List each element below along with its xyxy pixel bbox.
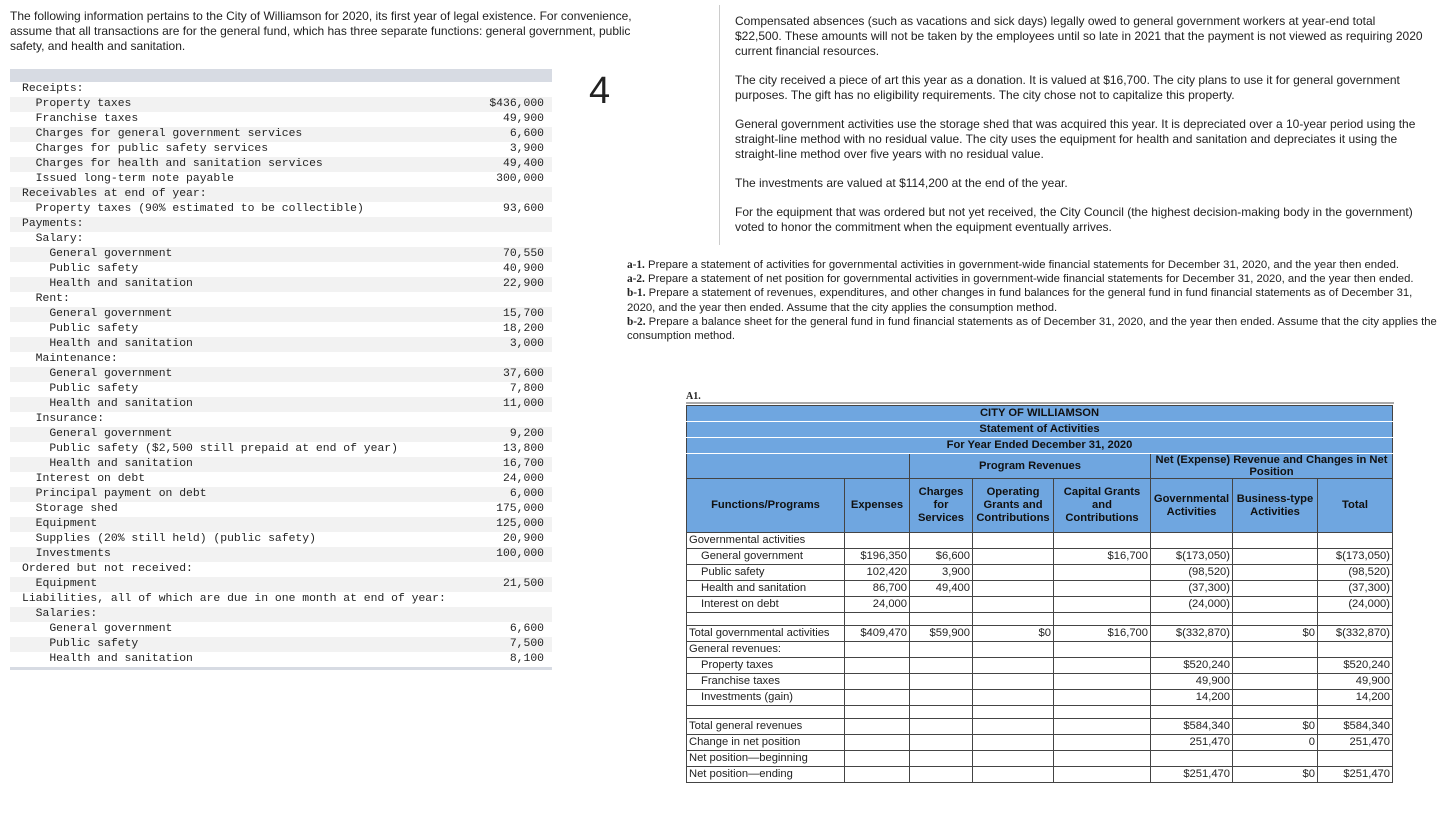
table-cell[interactable] [973, 751, 1054, 767]
requirement-b2: b-2. Prepare a balance sheet for the general fund in fund financial statements as of December 31, 2020, and the year then ended. Assume that the city applies the consumption method. [627, 315, 1437, 343]
table-cell[interactable]: $(332,870) [1318, 626, 1393, 642]
requirements [627, 258, 1439, 343]
requirement-a2: a-2. Prepare a statement of net position for governmental activities in government-wide financial statements for December 31, 2020, and the year then ended. [627, 273, 1414, 286]
col-functions: Functions/Programs [687, 479, 845, 533]
item-label: General government [22, 308, 173, 320]
item-label: Health and sanitation [22, 458, 193, 470]
item-amount: $436,000 [489, 98, 544, 110]
table-cell[interactable]: 49,400 [910, 581, 973, 597]
item-amount: 6,000 [509, 488, 544, 500]
table-cell[interactable]: 14,200 [1151, 690, 1233, 706]
item-amount: 70,550 [502, 248, 544, 260]
table-cell[interactable]: $251,470 [1151, 767, 1233, 783]
list-item [10, 187, 552, 202]
note-compensated-absences: Compensated absences (such as vacations and sick days) legally owed to general government workers at year-end total $22,500. These amounts will not be taken by the employees until so late in 2021 that the payment is not viewed as requiring 2020 current financial resources. [735, 14, 1423, 58]
table-cell[interactable] [973, 533, 1054, 549]
note-investments: The investments are valued at $114,200 at the end of the year. [735, 176, 1068, 190]
list-item [10, 457, 552, 472]
col-governmental: Governmental Activities [1151, 479, 1233, 533]
list-item [10, 652, 552, 667]
list-item [10, 112, 552, 127]
table-cell[interactable] [1318, 642, 1393, 658]
item-label: Charges for public safety services [22, 143, 269, 155]
col-charges: Charges for Services [910, 479, 973, 533]
list-item [10, 142, 552, 157]
table-row [687, 706, 1393, 719]
net-position-header: Net (Expense) Revenue and Changes in Net Position [1151, 454, 1393, 479]
list-item [10, 82, 552, 97]
item-amount: 22,900 [502, 278, 544, 290]
list-item [10, 202, 552, 217]
table-cell[interactable] [1054, 565, 1151, 581]
table-cell[interactable]: $251,470 [1318, 767, 1393, 783]
table-cell[interactable] [973, 690, 1054, 706]
table-cell[interactable] [845, 690, 910, 706]
table-row [687, 658, 1393, 674]
col-operating-grants: Operating Grants and Contributions [973, 479, 1054, 533]
list-item [10, 592, 552, 607]
table-cell[interactable] [845, 613, 910, 626]
table-row [687, 626, 1393, 642]
row-label [687, 613, 845, 626]
item-amount: 7,500 [509, 638, 544, 650]
item-amount: 11,000 [502, 398, 544, 410]
list-item [10, 637, 552, 652]
item-amount: 49,400 [502, 158, 544, 170]
table-cell[interactable] [845, 533, 910, 549]
list-item [10, 322, 552, 337]
item-label: Public safety [22, 323, 139, 335]
item-label: Health and sanitation [22, 278, 193, 290]
table-cell[interactable] [973, 581, 1054, 597]
list-item [10, 367, 552, 382]
table-cell[interactable]: 102,420 [845, 565, 910, 581]
table-cell[interactable]: (24,000) [1318, 597, 1393, 613]
item-amount: 20,900 [502, 533, 544, 545]
table-row [687, 549, 1393, 565]
item-label: Payments: [22, 218, 84, 230]
divider [719, 5, 720, 245]
table-cell[interactable] [845, 706, 910, 719]
row-label: Net position—ending [687, 767, 845, 783]
requirement-b1: b-1. Prepare a statement of revenues, expenditures, and other changes in fund balances for the general fund in fund financial statements as of December 31, 2020, and the year then ended. Assume that the city applies the consumption method. [627, 287, 1413, 314]
table-row [687, 735, 1393, 751]
list-item [10, 382, 552, 397]
table-row [687, 674, 1393, 690]
item-label: Receipts: [22, 83, 84, 95]
row-label: Interest on debt [687, 597, 845, 613]
row-label: General revenues: [687, 642, 845, 658]
table-cell[interactable] [1054, 706, 1151, 719]
table-cell[interactable] [910, 767, 973, 783]
row-label: Investments (gain) [687, 690, 845, 706]
list-item [10, 472, 552, 487]
table-cell[interactable] [845, 719, 910, 735]
table-cell[interactable] [845, 735, 910, 751]
table-cell[interactable] [1151, 642, 1233, 658]
table-cell[interactable] [1151, 533, 1233, 549]
statement-period: For Year Ended December 31, 2020 [687, 438, 1393, 454]
list-item [10, 397, 552, 412]
table-row [687, 751, 1393, 767]
table-cell[interactable] [910, 719, 973, 735]
item-amount: 3,900 [509, 143, 544, 155]
row-label: Net position—beginning [687, 751, 845, 767]
table-cell[interactable] [973, 719, 1054, 735]
item-label: Public safety [22, 263, 139, 275]
col-capital-grants: Capital Grants and Contributions [1054, 479, 1151, 533]
row-label: Franchise taxes [687, 674, 845, 690]
list-item [10, 337, 552, 352]
col-business-type: Business-type Activities [1233, 479, 1318, 533]
item-label: General government [22, 248, 173, 260]
item-label: General government [22, 428, 173, 440]
item-amount: 125,000 [496, 518, 544, 530]
col-expenses: Expenses [845, 479, 910, 533]
item-label: Charges for health and sanitation services [22, 158, 323, 170]
list-item [10, 307, 552, 322]
table-cell[interactable] [910, 597, 973, 613]
table-cell[interactable] [1233, 674, 1318, 690]
table-cell[interactable]: $0 [1233, 719, 1318, 735]
statement-subtitle: Statement of Activities [687, 422, 1393, 438]
row-label [687, 706, 845, 719]
row-label: Property taxes [687, 658, 845, 674]
item-label: Interest on debt [22, 473, 146, 485]
table-cell[interactable]: $6,600 [910, 549, 973, 565]
table-cell[interactable]: $0 [1233, 626, 1318, 642]
item-label: Property taxes [22, 98, 132, 110]
table-cell[interactable] [1054, 581, 1151, 597]
list-item [10, 232, 552, 247]
table-cell[interactable]: (98,520) [1151, 565, 1233, 581]
requirement-a1: a-1. Prepare a statement of activities for governmental activities in government-wide financial statements for December 31, 2020, and the year then ended. [627, 259, 1400, 271]
list-item [10, 247, 552, 262]
item-amount: 15,700 [502, 308, 544, 320]
table-cell[interactable] [973, 735, 1054, 751]
table-cell[interactable] [1233, 751, 1318, 767]
table-cell[interactable] [1233, 690, 1318, 706]
table-cell[interactable]: 0 [1233, 735, 1318, 751]
table-cell[interactable]: 251,470 [1318, 735, 1393, 751]
item-label: Rent: [22, 293, 70, 305]
table-cell[interactable] [910, 751, 973, 767]
table-row [687, 581, 1393, 597]
table-row [687, 613, 1393, 626]
item-amount: 49,900 [502, 113, 544, 125]
list-item [10, 217, 552, 232]
table-cell[interactable] [1318, 533, 1393, 549]
list-item [10, 412, 552, 427]
table-cell[interactable]: 49,900 [1151, 674, 1233, 690]
table-row [687, 597, 1393, 613]
table-cell[interactable] [1233, 613, 1318, 626]
table-cell[interactable]: $409,470 [845, 626, 910, 642]
table-cell[interactable] [910, 642, 973, 658]
table-cell[interactable] [910, 658, 973, 674]
table-cell[interactable] [1233, 533, 1318, 549]
table-cell[interactable] [1318, 613, 1393, 626]
list-item [10, 352, 552, 367]
table-cell[interactable] [1318, 751, 1393, 767]
table-cell[interactable] [910, 690, 973, 706]
item-label: Principal payment on debt [22, 488, 207, 500]
table-cell[interactable] [845, 674, 910, 690]
table-cell[interactable]: (37,300) [1318, 581, 1393, 597]
table-cell[interactable] [1054, 613, 1151, 626]
item-label: Public safety [22, 638, 139, 650]
note-depreciation: General government activities use the storage shed that was acquired this year. It is depreciated over a 10-year period using the straight-line method with no residual value. The city uses the equipment for health and sanitation and depreciates it using the straight-line method over five years with no residual value. [735, 117, 1416, 161]
notes-panel [735, 14, 1425, 235]
list-item [10, 532, 552, 547]
list-item [10, 622, 552, 637]
table-cell[interactable] [973, 767, 1054, 783]
table-cell[interactable] [845, 658, 910, 674]
table-row [687, 719, 1393, 735]
table-cell[interactable] [910, 613, 973, 626]
table-row [687, 533, 1393, 549]
table-row [687, 767, 1393, 783]
row-label: Total governmental activities [687, 626, 845, 642]
table-cell[interactable]: $0 [973, 626, 1054, 642]
item-amount: 300,000 [496, 173, 544, 185]
table-cell[interactable] [1233, 706, 1318, 719]
row-label: Governmental activities [687, 533, 845, 549]
table-cell[interactable] [1233, 642, 1318, 658]
table-cell[interactable] [1151, 751, 1233, 767]
table-cell[interactable] [1233, 549, 1318, 565]
list-item [10, 97, 552, 112]
tab-underline [686, 402, 1394, 404]
item-amount: 3,000 [509, 338, 544, 350]
item-label: Equipment [22, 518, 98, 530]
item-amount: 13,800 [502, 443, 544, 455]
table-cell[interactable] [973, 674, 1054, 690]
list-item [10, 172, 552, 187]
col-total: Total [1318, 479, 1393, 533]
item-amount: 6,600 [509, 128, 544, 140]
list-item [10, 262, 552, 277]
table-cell[interactable] [973, 642, 1054, 658]
table-cell[interactable] [1318, 706, 1393, 719]
item-label: General government [22, 623, 173, 635]
list-item [10, 487, 552, 502]
table-cell[interactable] [973, 549, 1054, 565]
list-item [10, 562, 552, 577]
row-label: Change in net position [687, 735, 845, 751]
table-cell[interactable]: 24,000 [845, 597, 910, 613]
item-label: Property taxes (90% estimated to be collectible) [22, 203, 364, 215]
table-cell[interactable] [1054, 719, 1151, 735]
table-cell[interactable]: $(173,050) [1151, 549, 1233, 565]
tab-a1[interactable]: A1. [686, 391, 701, 402]
item-amount: 8,100 [509, 653, 544, 665]
item-label: Public safety ($2,500 still prepaid at end of year) [22, 443, 398, 455]
table-cell[interactable] [1151, 613, 1233, 626]
row-label: Total general revenues [687, 719, 845, 735]
item-label: Health and sanitation [22, 398, 193, 410]
table-cell[interactable]: $196,350 [845, 549, 910, 565]
table-cell[interactable] [973, 565, 1054, 581]
table-cell[interactable] [1054, 674, 1151, 690]
receipts-payments-list [10, 69, 552, 670]
item-label: Investments [22, 548, 111, 560]
item-amount: 37,600 [502, 368, 544, 380]
table-cell[interactable]: $0 [1233, 767, 1318, 783]
table-cell[interactable]: 14,200 [1318, 690, 1393, 706]
item-label: General government [22, 368, 173, 380]
table-cell[interactable]: 49,900 [1318, 674, 1393, 690]
table-cell[interactable] [1233, 581, 1318, 597]
table-cell[interactable]: $584,340 [1151, 719, 1233, 735]
table-cell[interactable] [1233, 658, 1318, 674]
problem-number: 4 [589, 70, 611, 112]
table-cell[interactable]: $16,700 [1054, 626, 1151, 642]
table-cell[interactable] [973, 597, 1054, 613]
list-item [10, 292, 552, 307]
table-cell[interactable] [1054, 533, 1151, 549]
table-cell[interactable]: 251,470 [1151, 735, 1233, 751]
item-label: Ordered but not received: [22, 563, 193, 575]
table-cell[interactable] [910, 706, 973, 719]
item-amount: 21,500 [502, 578, 544, 590]
table-cell[interactable]: $16,700 [1054, 549, 1151, 565]
item-label: Salaries: [22, 608, 98, 620]
table-cell[interactable] [1054, 597, 1151, 613]
item-label: Franchise taxes [22, 113, 139, 125]
list-item [10, 502, 552, 517]
item-label: Insurance: [22, 413, 105, 425]
item-amount: 6,600 [509, 623, 544, 635]
table-cell[interactable] [910, 674, 973, 690]
item-label: Maintenance: [22, 353, 118, 365]
list-item [10, 547, 552, 562]
table-cell[interactable] [910, 735, 973, 751]
item-label: Storage shed [22, 503, 118, 515]
table-cell[interactable]: $59,900 [910, 626, 973, 642]
table-cell[interactable] [910, 533, 973, 549]
item-label: Charges for general government services [22, 128, 303, 140]
list-item [10, 607, 552, 622]
item-label: Health and sanitation [22, 653, 193, 665]
table-cell[interactable] [845, 751, 910, 767]
table-cell[interactable]: (98,520) [1318, 565, 1393, 581]
table-row [687, 565, 1393, 581]
note-commitment: For the equipment that was ordered but not yet received, the City Council (the highest decision-making body in the government) voted to honor the commitment when the equipment eventually arrives. [735, 205, 1413, 234]
table-cell[interactable] [845, 642, 910, 658]
statement-title: CITY OF WILLIAMSON [687, 406, 1393, 422]
item-label: Public safety [22, 383, 139, 395]
table-cell[interactable]: (24,000) [1151, 597, 1233, 613]
list-item [10, 427, 552, 442]
item-amount: 40,900 [502, 263, 544, 275]
table-cell[interactable]: $(332,870) [1151, 626, 1233, 642]
item-amount: 24,000 [502, 473, 544, 485]
table-cell[interactable]: (37,300) [1151, 581, 1233, 597]
item-label: Liabilities, all of which are due in one month at end of year: [22, 593, 446, 605]
table-cell[interactable] [1054, 690, 1151, 706]
statement-of-activities [686, 405, 1393, 783]
row-label: Health and sanitation [687, 581, 845, 597]
item-amount: 100,000 [496, 548, 544, 560]
list-item [10, 277, 552, 292]
table-cell[interactable] [1054, 751, 1151, 767]
list-item [10, 517, 552, 532]
note-art-donation: The city received a piece of art this year as a donation. It is valued at $16,700. The city plans to use it for general government purposes. The gift has no eligibility requirements. The city chose not to capitalize this property. [735, 73, 1400, 102]
table-cell[interactable]: 3,900 [910, 565, 973, 581]
table-row [687, 642, 1393, 658]
table-cell[interactable] [1054, 658, 1151, 674]
list-item [10, 157, 552, 172]
table-cell[interactable]: $520,240 [1318, 658, 1393, 674]
item-amount: 16,700 [502, 458, 544, 470]
item-label: Issued long-term note payable [22, 173, 234, 185]
item-label: Health and sanitation [22, 338, 193, 350]
table-cell[interactable] [1233, 565, 1318, 581]
item-amount: 93,600 [502, 203, 544, 215]
table-cell[interactable]: $584,340 [1318, 719, 1393, 735]
table-cell[interactable] [973, 658, 1054, 674]
list-item [10, 442, 552, 457]
table-cell[interactable]: 86,700 [845, 581, 910, 597]
table-cell[interactable]: $520,240 [1151, 658, 1233, 674]
table-cell[interactable] [1054, 642, 1151, 658]
table-cell[interactable] [1233, 597, 1318, 613]
row-label: General government [687, 549, 845, 565]
table-row [687, 690, 1393, 706]
table-cell[interactable] [1151, 706, 1233, 719]
table-cell[interactable] [973, 706, 1054, 719]
table-cell[interactable] [1054, 735, 1151, 751]
item-label: Equipment [22, 578, 98, 590]
table-cell[interactable] [845, 767, 910, 783]
table-cell[interactable]: $(173,050) [1318, 549, 1393, 565]
row-label: Public safety [687, 565, 845, 581]
item-label: Receivables at end of year: [22, 188, 207, 200]
item-label: Salary: [22, 233, 84, 245]
item-amount: 9,200 [509, 428, 544, 440]
list-item [10, 127, 552, 142]
item-amount: 175,000 [496, 503, 544, 515]
intro-text: The following information pertains to the City of Williamson for 2020, its first year of legal existence. For convenience, assume that all transactions are for the general fund, which has three separate functions: general government, public safety, and health and sanitation. [10, 9, 632, 53]
item-label: Supplies (20% still held) (public safety) [22, 533, 316, 545]
table-cell[interactable] [1054, 767, 1151, 783]
table-cell[interactable] [973, 613, 1054, 626]
item-amount: 7,800 [509, 383, 544, 395]
program-revenues-header: Program Revenues [910, 454, 1151, 479]
list-item [10, 577, 552, 592]
item-amount: 18,200 [502, 323, 544, 335]
